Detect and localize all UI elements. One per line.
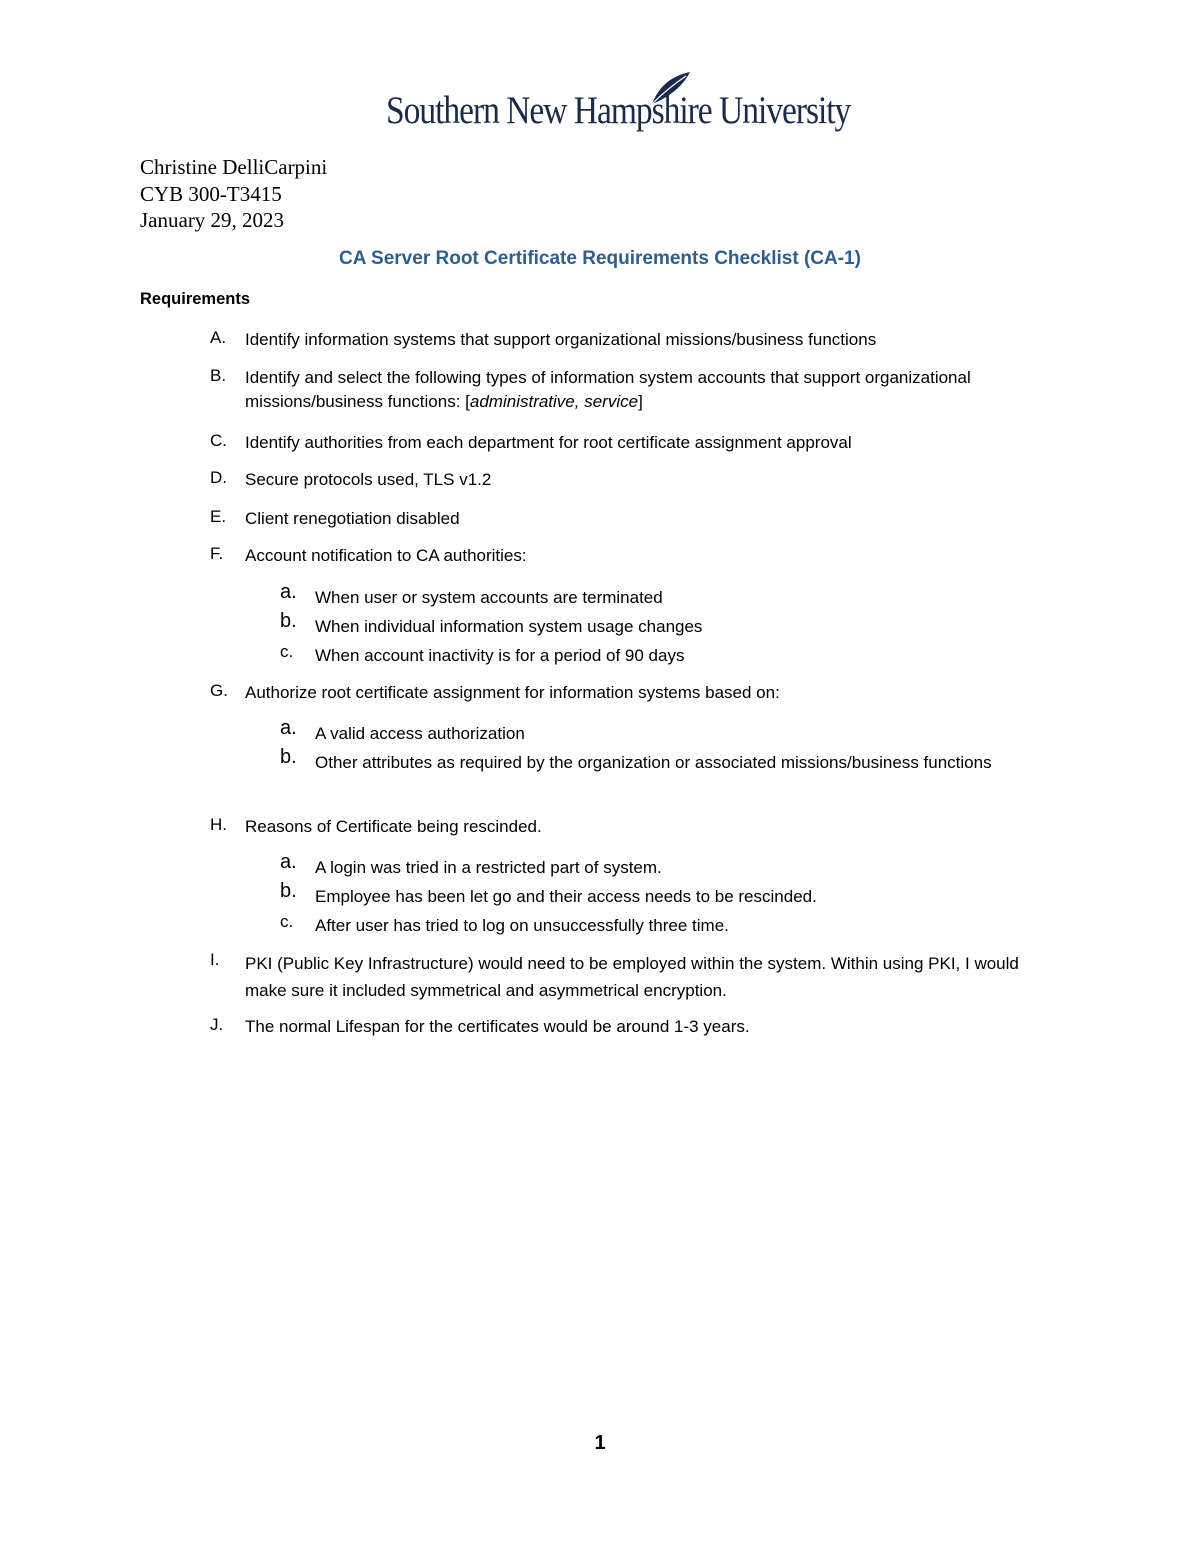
sub-list-text: Other attributes as required by the organization or associated missions/business functions: [315, 753, 992, 772]
list-label: F.: [210, 544, 224, 563]
list-label: D.: [210, 468, 227, 487]
list-text: Client renegotiation disabled: [245, 509, 460, 528]
author-name: Christine DelliCarpini: [140, 155, 328, 179]
list-label: E.: [210, 507, 227, 526]
sub-list-label: a.: [280, 581, 297, 603]
list-label: H.: [210, 815, 227, 834]
sub-list-text: When account inactivity is for a period of 90 days: [315, 646, 685, 665]
section-heading: Requirements: [140, 290, 251, 308]
leaf-icon: [648, 70, 692, 106]
list-text: Secure protocols used, TLS v1.2: [245, 470, 492, 489]
sub-list-label: a.: [280, 717, 297, 739]
list-text: PKI (Public Key Infrastructure) would need to be employed within the system. Within using PKI, I would make sure it included symmetrical and asymmetrical encryption.: [245, 954, 1019, 1000]
list-label: G.: [210, 681, 228, 700]
list-label: J.: [210, 1015, 224, 1034]
list-text: Identify information systems that support organizational missions/business functions: [245, 330, 877, 349]
list-text: [245, 366, 1045, 414]
list-text: Reasons of Certificate being rescinded.: [245, 817, 542, 836]
university-logo: [386, 70, 851, 140]
author-header: [140, 154, 327, 234]
sub-list-label: c.: [280, 642, 294, 661]
list-text: Account notification to CA authorities:: [245, 546, 527, 565]
course-code: CYB 300-T3415: [140, 181, 282, 206]
sub-list-text: After user has tried to log on unsuccessfully three time.: [315, 916, 729, 935]
sub-list-text: A valid access authorization: [315, 724, 525, 743]
sub-list-label: c.: [280, 912, 294, 931]
document-date: January 29, 2023: [140, 208, 285, 232]
list-text: The normal Lifespan for the certificates would be around 1-3 years.: [245, 1017, 750, 1036]
sub-list-text: A login was tried in a restricted part of system.: [315, 858, 662, 877]
list-label: B.: [210, 366, 227, 385]
list-label: I.: [210, 950, 220, 969]
sub-list-text: Employee has been let go and their access needs to be rescinded.: [315, 887, 817, 906]
sub-list-text: When individual information system usage changes: [315, 617, 703, 636]
list-text-end: ]: [638, 392, 643, 411]
sub-list-label: b.: [280, 610, 297, 632]
list-text-italic: administrative, service: [469, 392, 639, 411]
list-text: Identify authorities from each department for root certificate assignment approval: [245, 433, 852, 452]
document-title: CA Server Root Certificate Requirements Checklist (CA-1): [339, 248, 861, 269]
sub-list-label: a.: [280, 851, 297, 873]
list-label: C.: [210, 431, 227, 450]
list-text-main: Identify and select the following types of information system accounts that support organizational missions/business functions: [: [245, 368, 971, 411]
sub-list-text: When user or system accounts are terminated: [315, 588, 663, 607]
sub-list-label: b.: [280, 746, 297, 768]
list-label: A.: [210, 328, 227, 347]
page-number: 1: [594, 1432, 606, 1454]
sub-list-label: b.: [280, 880, 297, 902]
list-text: Authorize root certificate assignment for information systems based on:: [245, 683, 780, 702]
logo-text: Southern New Hampshire University: [386, 89, 851, 132]
